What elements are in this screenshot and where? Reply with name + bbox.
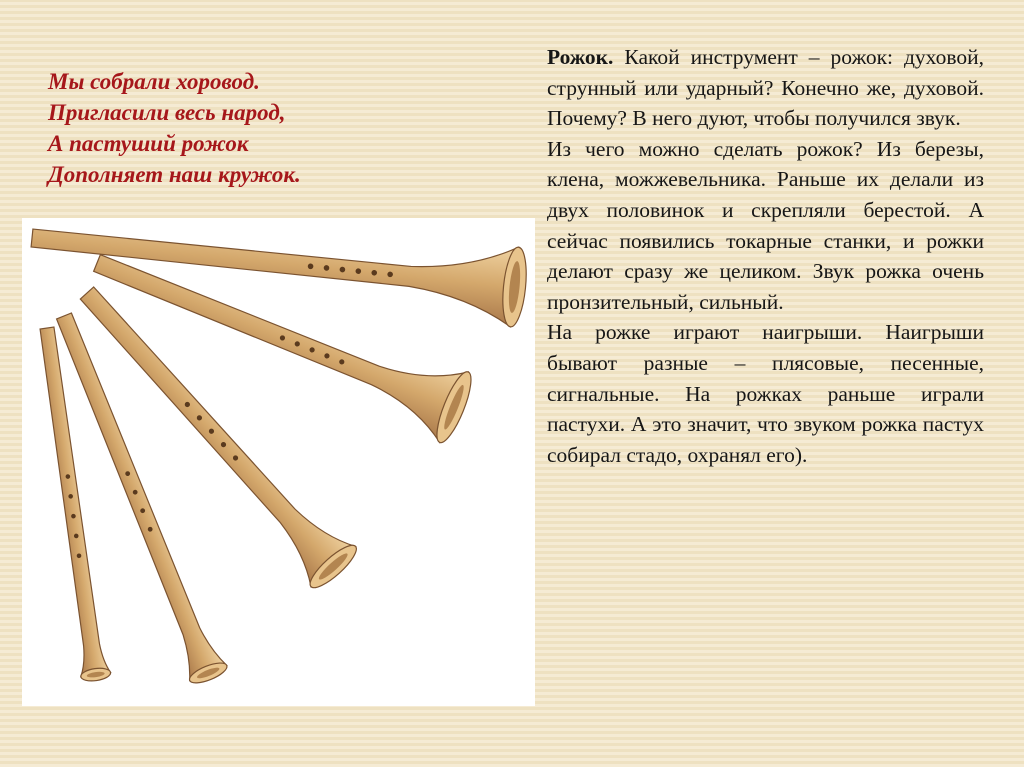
poem-line: Дополняет наш кружок. — [48, 162, 301, 187]
poem-line: А пастуший рожок — [48, 131, 249, 156]
article-paragraph: Из чего можно сделать рожок? Из березы, клена, можжевельника. Раньше их делали из двух половинок и скрепляли берестой. А сейчас появились токарные станки, и рожки делают сразу же целиком. Звук рожка очень пронзительный, сильный. — [547, 136, 984, 314]
horn — [32, 326, 111, 683]
poem-line: Мы собрали хоровод. — [48, 69, 260, 94]
article-heading: Рожок. — [547, 45, 614, 69]
article-paragraph: На рожке играют наигрыши. Наигрыши бывают разные – плясовые, песенные, сигнальные. На рожках раньше играли пастухи. А это значит, что звуком рожка пастух собирал стадо, охранял его). — [547, 320, 984, 467]
poem-line: Пригласили весь народ, — [48, 100, 286, 125]
article-paragraph — [547, 42, 984, 134]
article — [547, 42, 984, 470]
article-text: Какой инструмент – рожок: духовой, струнный или ударный? Конечно же, духовой. Почему? В него дуют, чтобы получился звук. — [547, 45, 984, 131]
poem — [48, 66, 468, 190]
horns-drawing — [22, 218, 535, 706]
horns-illustration — [22, 218, 535, 706]
